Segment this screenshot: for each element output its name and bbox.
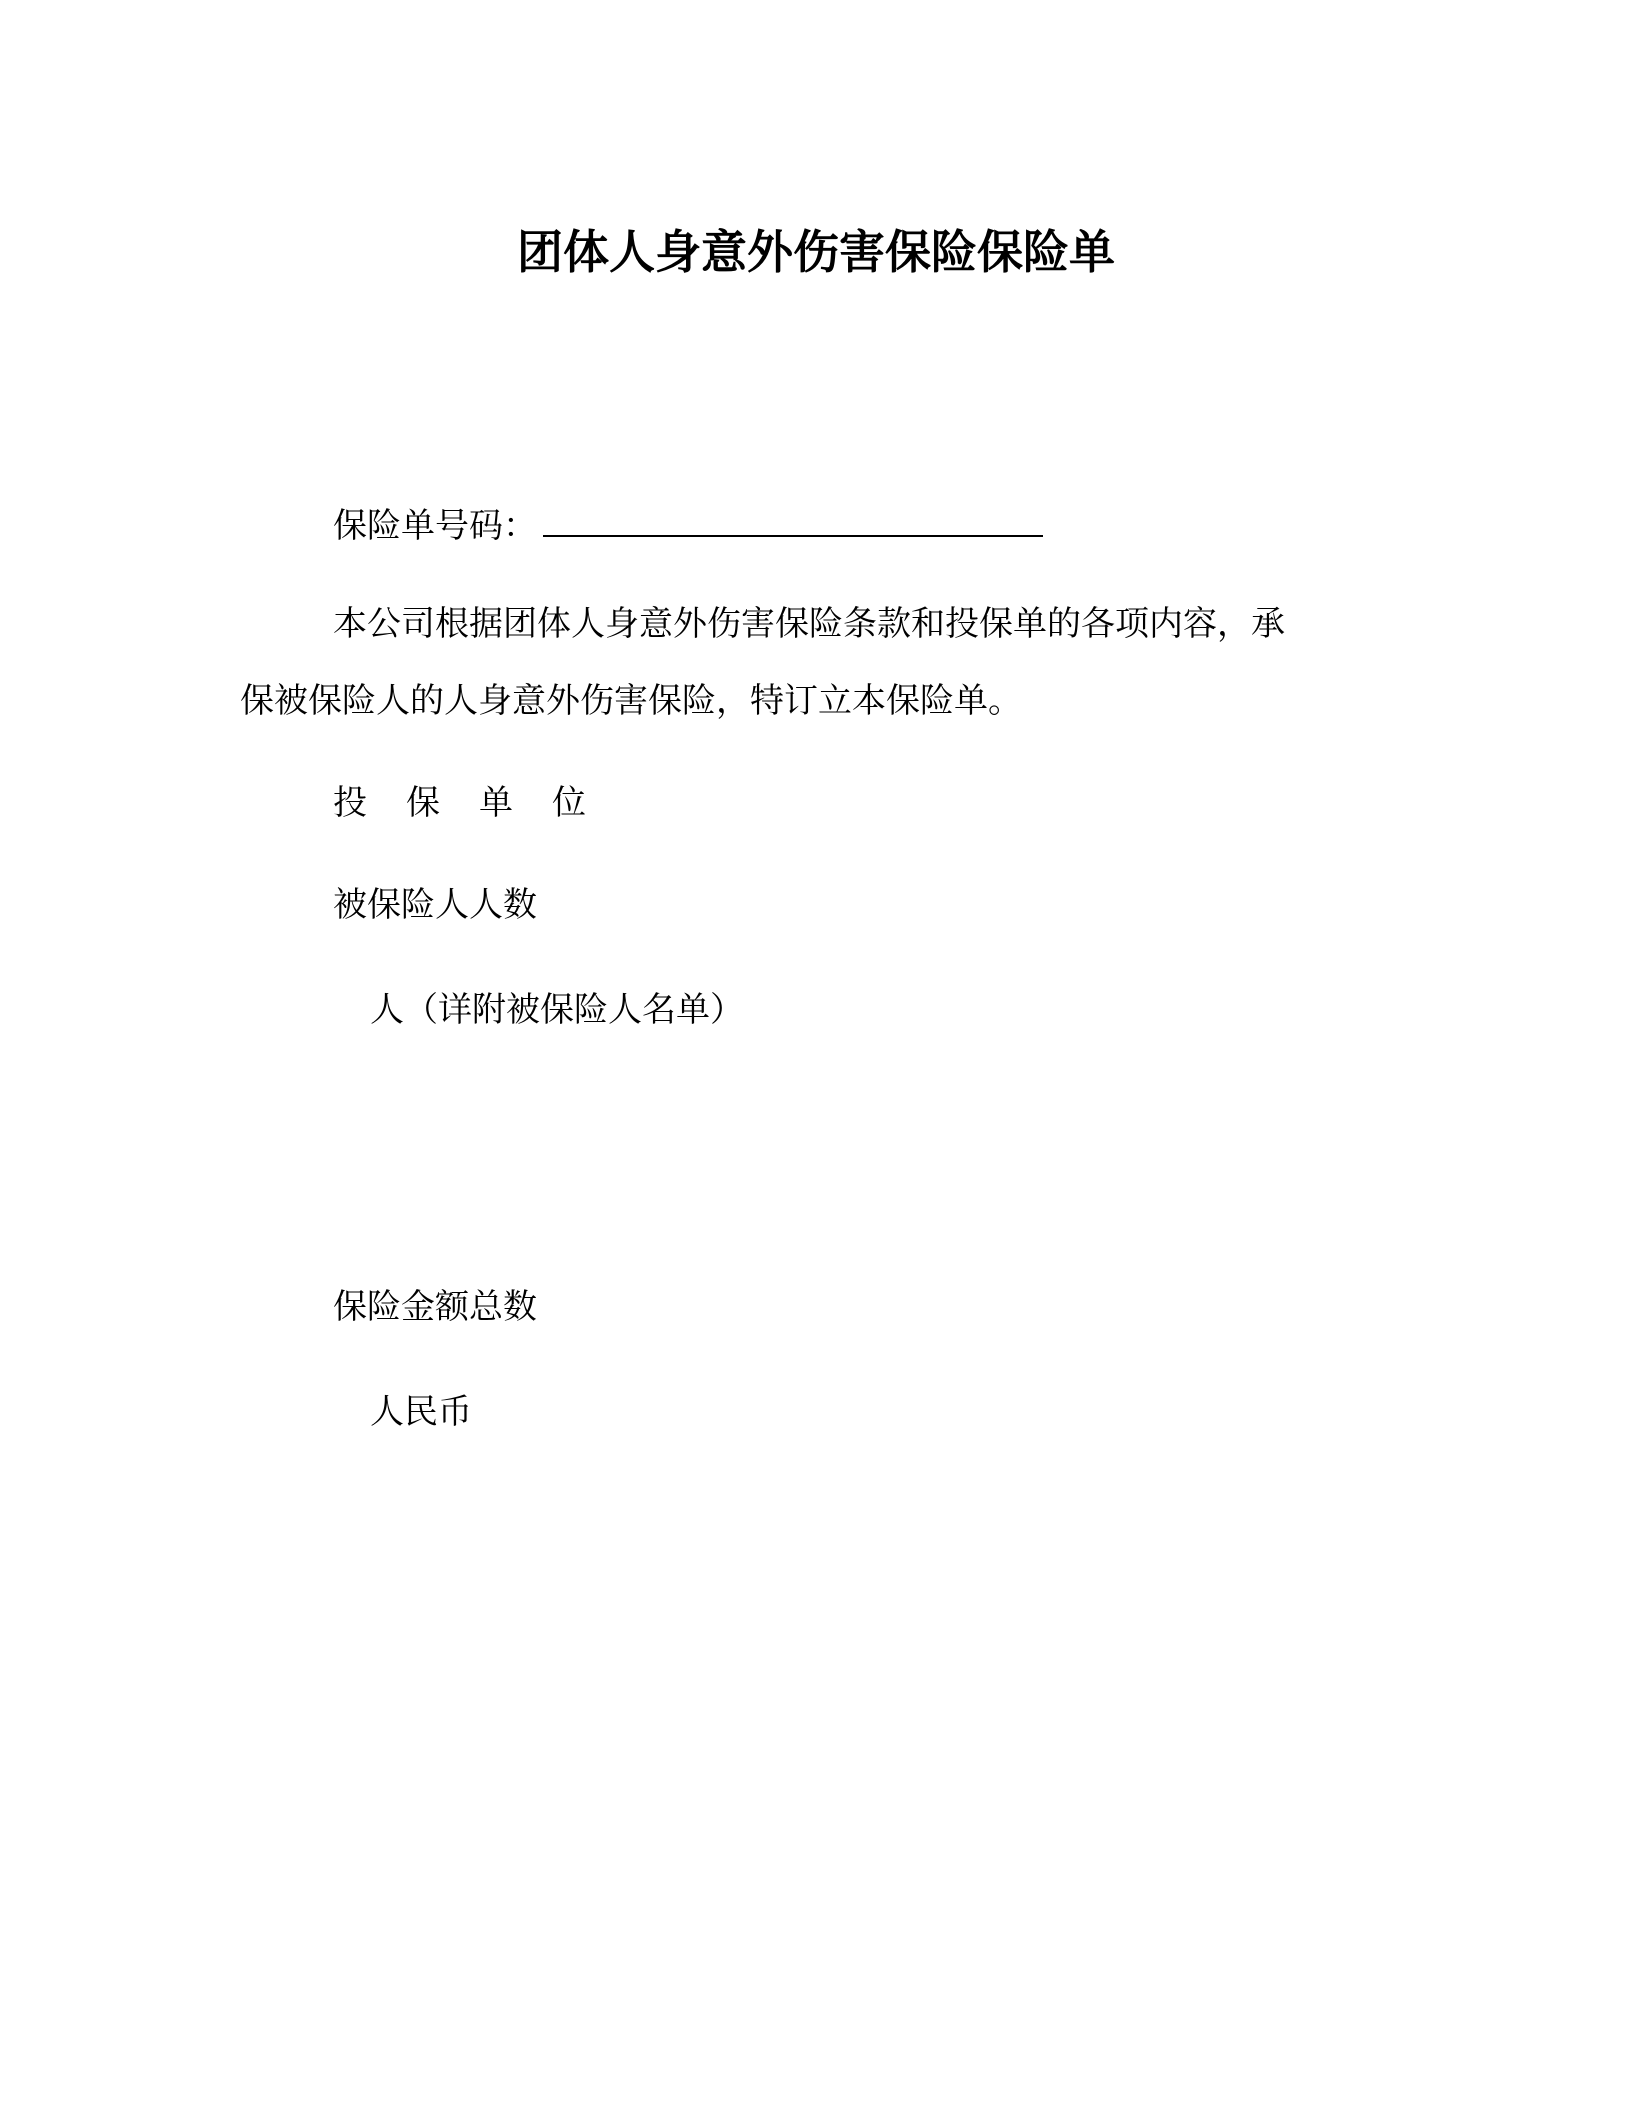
policy-holder-label: 投保单位	[333, 783, 625, 823]
policy-number-row	[333, 497, 1043, 550]
document-title: 团体人身意外伤害保险保险单	[517, 225, 1115, 279]
intro-paragraph-line-2: 保被保险人的人身意外伤害保险，特订立本保险单。	[240, 681, 1022, 721]
insured-count-label: 被保险人人数	[333, 885, 537, 925]
sum-insured-label: 保险金额总数	[333, 1287, 537, 1327]
policy-number-label: 保险单号码：	[333, 506, 537, 546]
intro-paragraph-line-1: 本公司根据团体人身意外伤害保险条款和投保单的各项内容，承	[333, 604, 1285, 644]
currency-label: 人民币	[370, 1392, 472, 1432]
insured-count-note: 人（详附被保险人名单）	[370, 990, 744, 1030]
policy-number-blank	[543, 497, 1043, 537]
